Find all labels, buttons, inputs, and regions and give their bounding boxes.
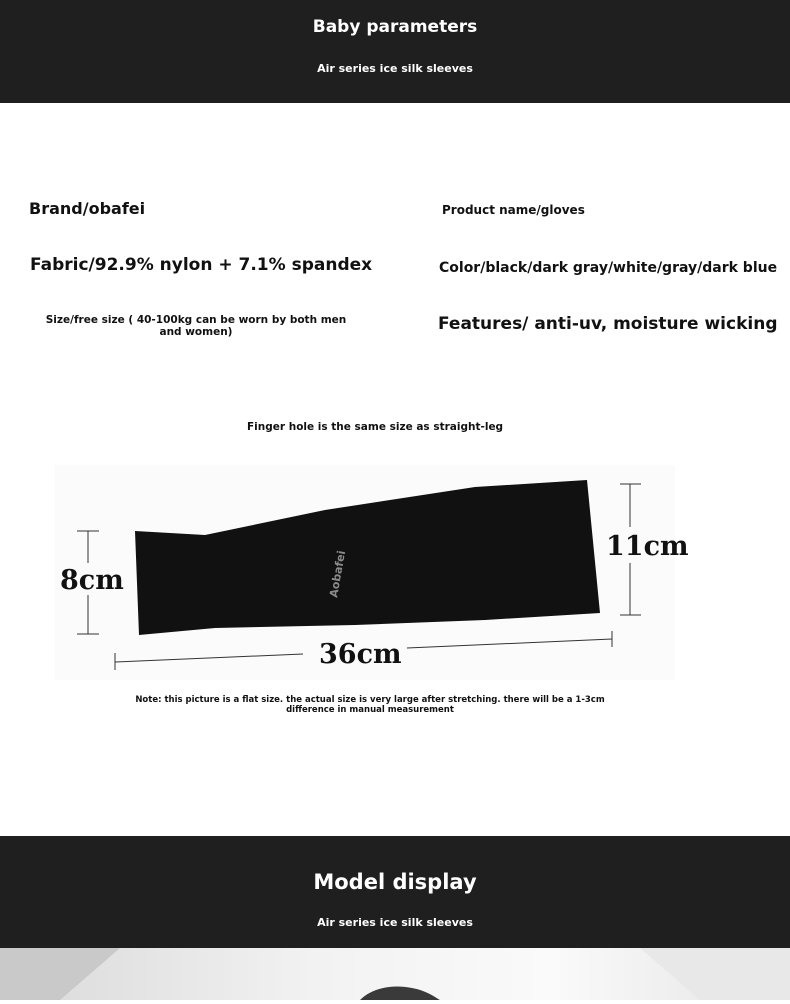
photo-panel-right bbox=[640, 948, 790, 1000]
section-subtitle: Air series ice silk sleeves bbox=[317, 62, 473, 75]
model-photo-shapes bbox=[0, 948, 790, 1000]
param-color: Color/black/dark gray/white/gray/dark blue bbox=[439, 260, 778, 276]
param-size: Size/free size ( 40-100kg can be worn by both men and women) bbox=[45, 314, 347, 338]
sleeve-logo: Aobafei bbox=[327, 549, 349, 599]
param-fabric: Fabric/92.9% nylon + 7.1% spandex bbox=[30, 255, 373, 275]
finger-hole-note: Finger hole is the same size as straight-leg bbox=[247, 421, 504, 433]
param-product-name: Product name/gloves bbox=[442, 203, 585, 217]
left-dimension-label: 8cm bbox=[60, 565, 124, 596]
param-brand: Brand/obafei bbox=[29, 199, 146, 218]
model-banner bbox=[0, 836, 790, 948]
photo-shadow-left bbox=[0, 948, 120, 1000]
length-dimension-label: 36cm bbox=[319, 639, 402, 670]
photo-arm bbox=[360, 987, 440, 1001]
model-photo bbox=[0, 948, 790, 1000]
model-title: Model display bbox=[313, 870, 477, 894]
section-title: Baby parameters bbox=[312, 17, 478, 37]
model-subtitle: Air series ice silk sleeves bbox=[317, 916, 473, 929]
flat-size-note: Note: this picture is a flat size. the actual size is very large after stretching. there will be a 1-3cm difference in manual measurement bbox=[135, 695, 605, 715]
right-dimension-label: 11cm bbox=[606, 531, 689, 562]
param-features: Features/ anti-uv, moisture wicking bbox=[438, 314, 778, 334]
size-diagram bbox=[55, 465, 689, 680]
header-banner bbox=[0, 0, 790, 103]
